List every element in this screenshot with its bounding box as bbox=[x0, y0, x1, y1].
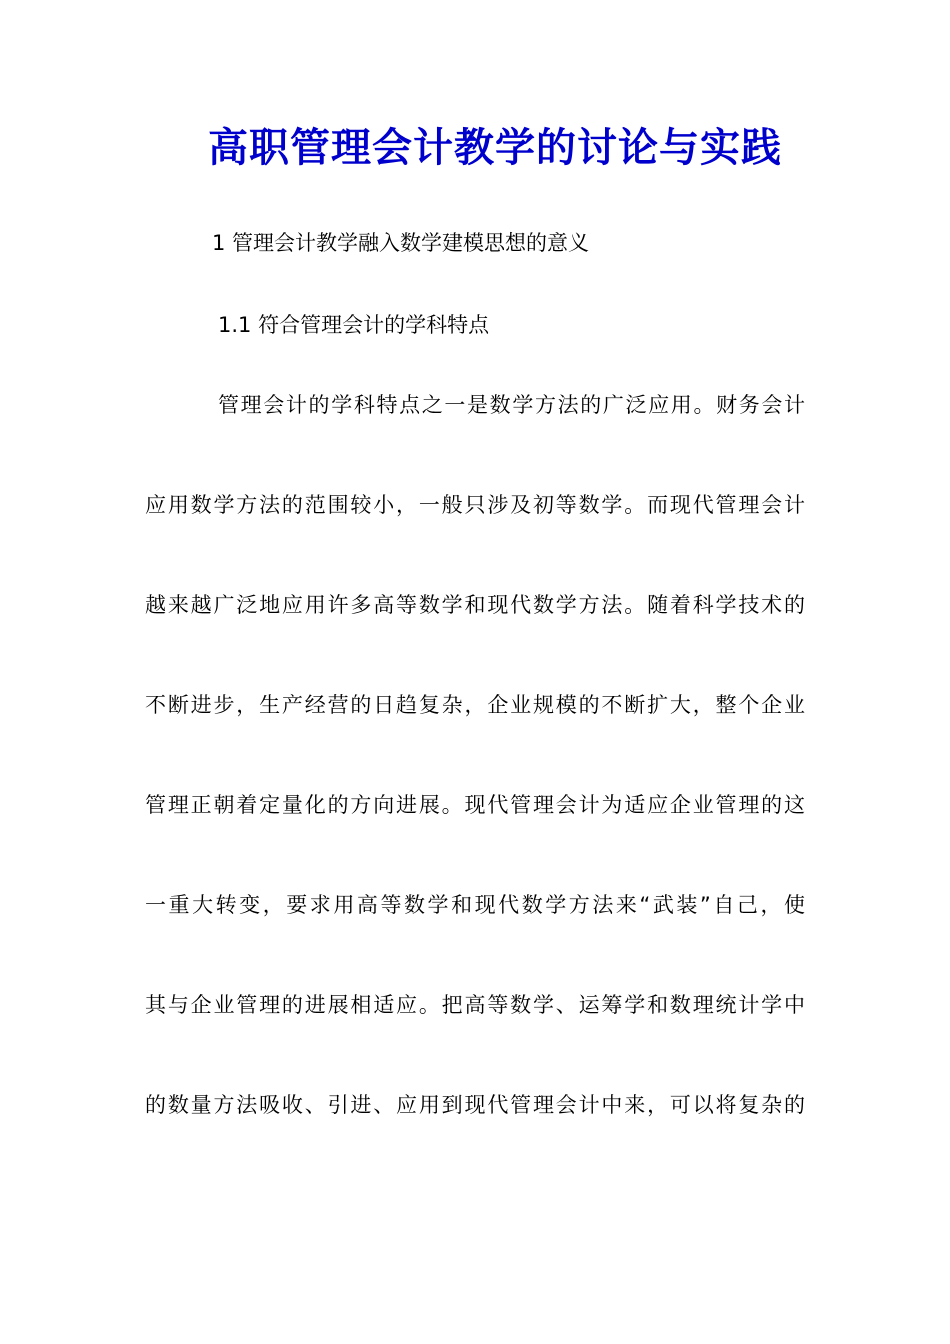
document-title: 高职管理会计教学的讨论与实践 bbox=[208, 124, 782, 171]
paragraph-line: 管理正朝着定量化的方向进展。现代管理会计为适应企业管理的这 bbox=[145, 793, 805, 817]
paragraph-line: 应用数学方法的范围较小，一般只涉及初等数学。而现代管理会计 bbox=[145, 493, 805, 517]
section-heading: 1 管理会计教学融入数学建模思想的意义 bbox=[212, 231, 590, 255]
paragraph-line: 不断进步，生产经营的日趋复杂，企业规模的不断扩大，整个企业 bbox=[145, 693, 805, 717]
body-paragraph bbox=[145, 372, 805, 1172]
paragraph-line: 一重大转变，要求用高等数学和现代数学方法来“武装”自己，使 bbox=[145, 893, 805, 917]
paragraph-line: 的数量方法吸收、引进、应用到现代管理会计中来，可以将复杂的 bbox=[145, 1093, 805, 1117]
paragraph-line: 越来越广泛地应用许多高等数学和现代数学方法。随着科学技术的 bbox=[145, 593, 805, 617]
subsection-heading: 1.1 符合管理会计的学科特点 bbox=[218, 313, 490, 337]
paragraph-line: 其与企业管理的进展相适应。把高等数学、运筹学和数理统计学中 bbox=[145, 993, 805, 1017]
paragraph-line: 管理会计的学科特点之一是数学方法的广泛应用。财务会计 bbox=[218, 393, 805, 417]
